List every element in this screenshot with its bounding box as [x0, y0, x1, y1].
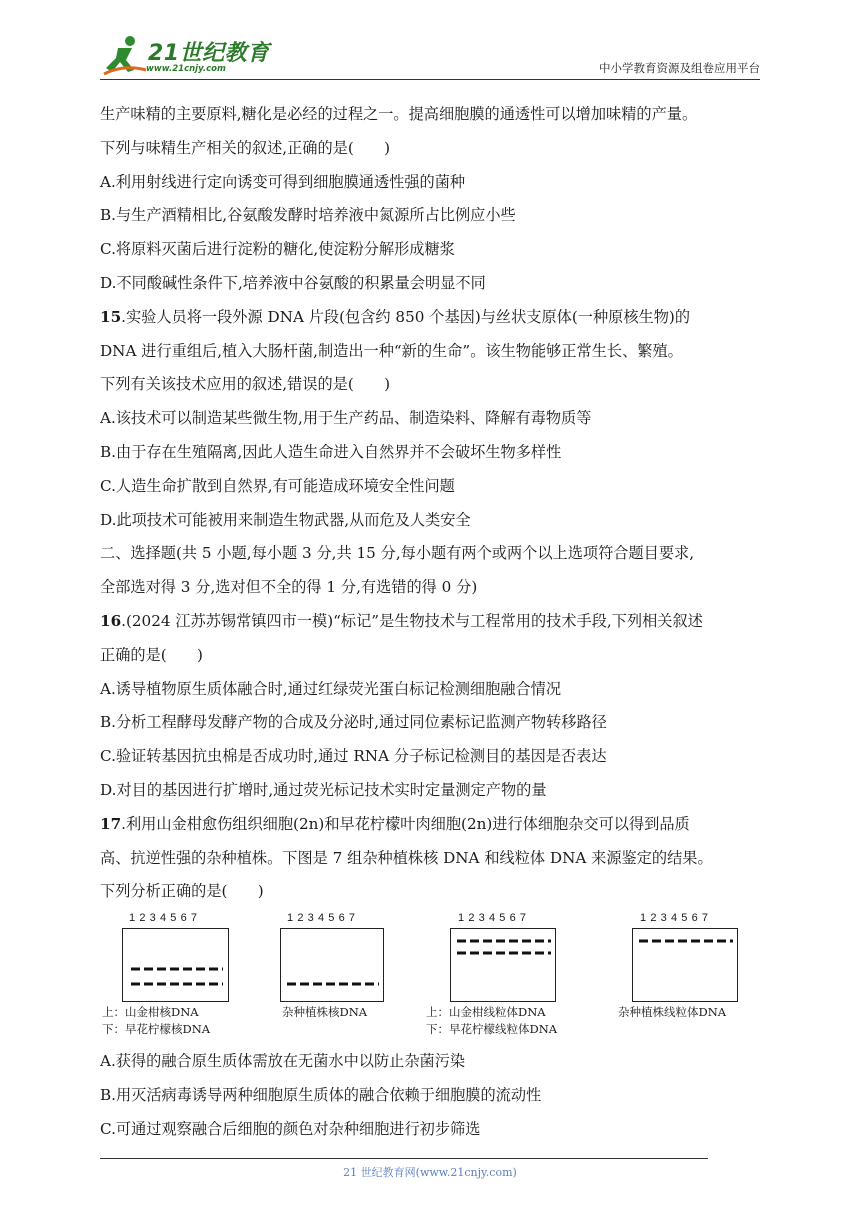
text-line — [100, 335, 770, 369]
runner-logo-icon — [100, 34, 148, 78]
question-number: 15 — [100, 307, 122, 326]
gel-box — [122, 928, 229, 1002]
caption-top: 上：山金柑核DNA — [102, 1005, 199, 1019]
line-text: 正确的是( ) — [100, 645, 203, 664]
text-line — [100, 571, 770, 605]
lane-numbers: 1234567 — [458, 912, 531, 924]
text-line — [100, 875, 770, 909]
line-text: 全部选对得 3 分,选对但不全的得 1 分,有选错的得 0 分) — [100, 578, 478, 597]
text-line — [100, 402, 770, 436]
page-footer: 21 世纪教育网(www.21cnjy.com) — [343, 1166, 517, 1179]
lane-numbers: 1234567 — [640, 912, 713, 924]
text-line — [100, 132, 770, 166]
question-number: 17 — [100, 814, 122, 833]
site-logo — [100, 32, 270, 80]
question-stem-line — [100, 301, 770, 335]
gel-bands — [633, 929, 737, 1001]
line-text: B.与生产酒精相比,谷氨酸发酵时培养液中氮源所占比例应小些 — [100, 206, 516, 225]
line-text: A.该技术可以制造某些微生物,用于生产药品、制造染料、降解有毒物质等 — [100, 409, 592, 428]
gel-bands — [451, 929, 555, 1001]
line-text: DNA 进行重组后,植入大肠杆菌,制造出一种“新的生命”。该生物能够正常生长、繁殖。 — [100, 341, 683, 360]
gel-box — [632, 928, 738, 1002]
line-text: C.将原料灭菌后进行淀粉的糖化,使淀粉分解形成糖浆 — [100, 240, 455, 259]
text-line — [100, 233, 770, 267]
header-divider — [100, 79, 760, 80]
text-line — [100, 166, 770, 200]
platform-title: 中小学教育资源及组卷应用平台 — [599, 61, 760, 75]
gel-bands — [281, 929, 383, 1001]
text-line — [100, 98, 770, 132]
line-text: .(2024 江苏苏锡常镇四市一模)“标记”是生物技术与工程常用的技术手段,下列相关叙述 — [121, 611, 703, 630]
caption-top: 杂种植株核DNA — [282, 1005, 368, 1019]
caption-bottom: 下：早花柠檬核DNA — [102, 1022, 211, 1036]
text-line — [100, 706, 770, 740]
question-stem-line — [100, 605, 770, 639]
text-line — [100, 504, 770, 538]
page-header — [100, 32, 760, 80]
gel-box — [280, 928, 384, 1002]
text-line — [100, 673, 770, 707]
answer-option: A.获得的融合原生质体需放在无菌水中以防止杂菌污染 — [100, 1052, 466, 1070]
line-text: A.利用射线进行定向诱变可得到细胞膜通透性强的菌种 — [100, 172, 466, 191]
text-line — [100, 774, 770, 808]
line-text: D.对目的基因进行扩增时,通过荧光标记技术实时定量测定产物的量 — [100, 780, 547, 799]
line-text: 下列有关该技术应用的叙述,错误的是( ) — [100, 375, 391, 394]
question-options-after-figure — [100, 1045, 770, 1146]
lane-numbers: 1234567 — [287, 912, 360, 924]
text-line — [100, 639, 770, 673]
line-text: A.诱导植物原生质体融合时,通过红绿荧光蛋白标记检测细胞融合情况 — [100, 679, 562, 698]
line-text: 高、抗逆性强的杂种植株。下图是 7 组杂种植株核 DNA 和线粒体 DNA 来源鉴定的结果。 — [100, 848, 713, 867]
logo-url: www.21cnjy.com — [146, 64, 226, 74]
text-line — [100, 436, 770, 470]
gel-bands — [123, 929, 228, 1001]
text-line — [100, 199, 770, 233]
caption-top: 杂种植株线粒体DNA — [618, 1005, 727, 1019]
line-text: B.由于存在生殖隔离,因此人造生命进入自然界并不会破坏生物多样性 — [100, 442, 562, 461]
line-text: D.此项技术可能被用来制造生物武器,从而危及人类安全 — [100, 510, 471, 529]
lane-numbers: 1234567 — [129, 912, 202, 924]
line-text: 下列分析正确的是( ) — [100, 882, 264, 901]
dna-gel-figure — [102, 912, 750, 1042]
question-stem-line — [100, 808, 770, 842]
caption-bottom: 下：早花柠檬线粒体DNA — [426, 1022, 558, 1036]
line-text: C.验证转基因抗虫棉是否成功时,通过 RNA 分子标记检测目的基因是否表达 — [100, 747, 607, 766]
line-text: .实验人员将一段外源 DNA 片段(包含约 850 个基因)与丝状支原体(一种原核生物)的 — [121, 307, 691, 326]
text-line — [100, 470, 770, 504]
line-text: C.人造生命扩散到自然界,有可能造成环境安全性问题 — [100, 476, 455, 495]
text-line — [100, 740, 770, 774]
question-number: 16 — [100, 611, 122, 630]
text-line — [100, 368, 770, 402]
logo-text: 21世纪教育 — [148, 41, 270, 66]
line-text: D.不同酸碱性条件下,培养液中谷氨酸的积累量会明显不同 — [100, 273, 486, 292]
question-body — [100, 98, 770, 909]
text-line — [100, 842, 770, 876]
line-text: .利用山金柑愈伤组织细胞(2n)和早花柠檬叶肉细胞(2n)进行体细胞杂交可以得到品质 — [121, 814, 690, 833]
caption-top: 上：山金柑线粒体DNA — [426, 1005, 546, 1019]
text-line — [100, 267, 770, 301]
gel-box — [450, 928, 556, 1002]
line-text: 下列与味精生产相关的叙述,正确的是( ) — [100, 138, 391, 157]
line-text: 生产味精的主要原料,糖化是必经的过程之一。提高细胞膜的通透性可以增加味精的产量。 — [100, 105, 698, 123]
line-text: B.分析工程酵母发酵产物的合成及分泌时,通过同位素标记监测产物转移路径 — [100, 713, 607, 732]
answer-option: C.可通过观察融合后细胞的颜色对杂种细胞进行初步筛选 — [100, 1119, 481, 1138]
answer-option: B.用灭活病毒诱导两种细胞原生质体的融合依赖于细胞膜的流动性 — [100, 1085, 542, 1104]
line-text: 二、选择题(共 5 小题,每小题 3 分,共 15 分,每小题有两个或两个以上选项符合题目要求, — [100, 544, 695, 563]
footer-divider — [100, 1158, 708, 1159]
text-line — [100, 537, 770, 571]
